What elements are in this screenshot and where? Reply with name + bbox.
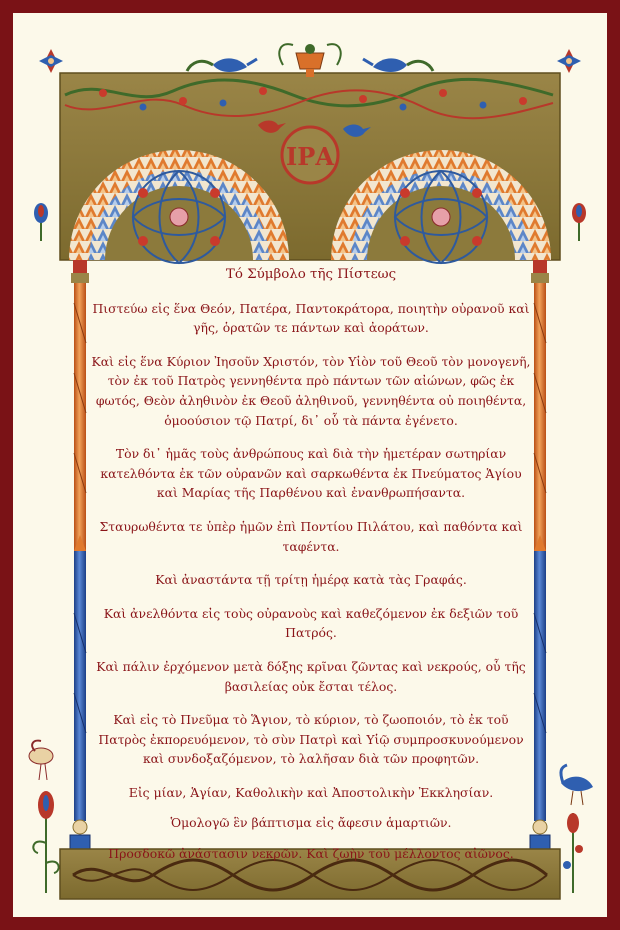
creed-paragraph: Προσδοκῶ ἀνάστασιν νεκρῶν. Καὶ ζωὴν τοῦ μέλλοντος αἰῶνος.: [108, 846, 514, 862]
left-column: [70, 260, 90, 849]
creed-paragraph: Ὁμολογῶ ἓν βάπτισμα εἰς ἄφεσιν ἁμαρτιῶν.: [170, 815, 452, 831]
header-arcade: [60, 73, 560, 263]
creed-paragraph: Καὶ ἀνελθόντα εἰς τοὺς οὐρανοὺς καὶ καθεζόμενον ἐκ δεξιῶν τοῦ Πατρός.: [103, 605, 519, 641]
creed-paragraph: Καὶ εἰς ἕνα Κύριον Ἰησοῦν Χριστόν, τὸν Υἱὸν τοῦ Θεοῦ τὸν μονογενῆ, τὸν ἐκ τοῦ Πατρὸς γεννηθέντα πρὸ πάντων τῶν αἰώνων, φῶς ἐκ φωτός, Θεὸν ἀληθινὸν ἐκ Θεοῦ ἀληθινοῦ, γεννηθέντα οὐ ποιηθέντα, ὁμοούσιον τῷ Πατρί, δι᾽ οὗ τὰ πάντα ἐγένετο.: [91, 353, 531, 428]
creed-paragraph: Καὶ ἀναστάντα τῇ τρίτῃ ἡμέρᾳ κατὰ τὰς Γραφάς.: [155, 572, 467, 588]
creed-paragraph: Καὶ εἰς τὸ Πνεῦμα τὸ Ἅγιον, τὸ κύριον, τὸ ζωοποιόν, τὸ ἐκ τοῦ Πατρὸς ἐκπορευόμενον, τὸ σὺν Πατρὶ καὶ Υἱῷ συμπροσκυνούμενον καὶ συνδοξαζόμενον, τὸ λαλῆσαν διὰ τῶν προφητῶν.: [98, 712, 524, 767]
creed-paragraph: Τὸν δι᾽ ἡμᾶς τοὺς ἀνθρώπους καὶ διὰ τὴν ἡμετέραν σωτηρίαν κατελθόντα ἐκ τῶν οὐρανῶν καὶ σαρκωθέντα ἐκ Πνεύματος Ἁγίου καὶ Μαρίας τῆς Παρθένου καὶ ἐνανθρωπήσαντα.: [100, 446, 522, 501]
document-title: Τό Σύμβολο τῆς Πίστεως: [225, 267, 397, 282]
monogram-text: ΙΡΑ: [286, 142, 334, 171]
creed-paragraph: Σταυρωθέντα τε ὑπὲρ ἡμῶν ἐπὶ Ποντίου Πιλάτου, καὶ παθόντα καὶ ταφέντα.: [99, 518, 523, 554]
creed-paragraph: Καὶ πάλιν ἐρχόμενον μετὰ δόξης κρῖναι ζῶντας καὶ νεκρούς, οὗ τῆς βασιλείας οὐκ ἔσται τέλος.: [96, 658, 526, 694]
creed-paragraph: Εἰς μίαν, Ἁγίαν, Καθολικὴν καὶ Ἀποστολικὴν Ἐκκλησίαν.: [128, 784, 494, 800]
creed-paragraph: Πιστεύω εἰς ἕνα Θεόν, Πατέρα, Παντοκράτορα, ποιητὴν οὐρανοῦ καὶ γῆς, ὁρατῶν τε πάντων καὶ ἀοράτων.: [92, 300, 530, 336]
right-column: [530, 260, 550, 849]
icon-page: [13, 13, 607, 917]
creed-text: [91, 265, 531, 875]
